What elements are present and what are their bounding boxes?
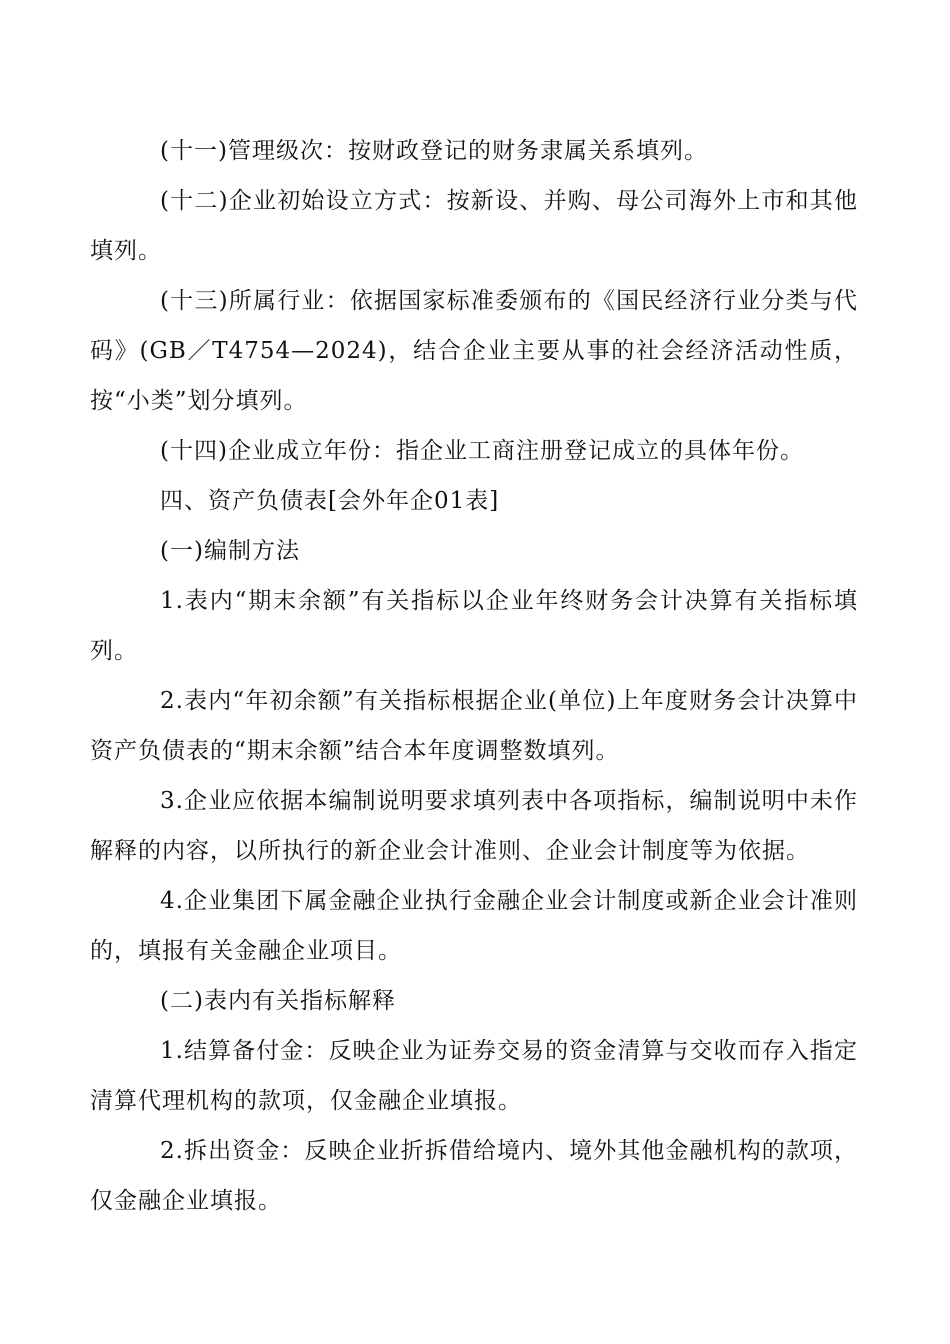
subsection-heading-indicators: (二)表内有关指标解释 [160,988,396,1014]
paragraph-method-1: 1.表内“期末余额”有关指标以企业年终财务会计决算有关指标填列。 [90,588,858,664]
subsection-heading-method: (一)编制方法 [160,538,300,564]
paragraph-management-level: (十一)管理级次：按财政登记的财务隶属关系填列。 [160,138,708,164]
paragraph-method-3: 3.企业应依据本编制说明要求填列表中各项指标，编制说明中未作解释的内容，以所执行的新企业会计准则、企业会计制度等为依据。 [90,788,858,864]
paragraph-industry: (十三)所属行业：依据国家标准委颁布的《国民经济行业分类与代码》(GB／T4754—2024)，结合企业主要从事的社会经济活动性质，按“小类”划分填列。 [90,288,858,414]
paragraph-indicator-2: 2.拆出资金：反映企业折拆借给境内、境外其他金融机构的款项，仅金融企业填报。 [90,1138,858,1214]
paragraph-indicator-1: 1.结算备付金：反映企业为证券交易的资金清算与交收而存入指定清算代理机构的款项，仅金融企业填报。 [90,1038,858,1114]
paragraph-founding-year: (十四)企业成立年份：指企业工商注册登记成立的具体年份。 [160,438,804,464]
document-body [90,126,858,1226]
section-heading-balance-sheet: 四、资产负债表[会外年企01表] [160,488,500,514]
paragraph-method-4: 4.企业集团下属金融企业执行金融企业会计制度或新企业会计准则的，填报有关金融企业项目。 [90,888,858,964]
paragraph-establishment-method: (十二)企业初始设立方式：按新设、并购、母公司海外上市和其他填列。 [90,188,858,264]
paragraph-method-2: 2.表内“年初余额”有关指标根据企业(单位)上年度财务会计决算中资产负债表的“期末余额”结合本年度调整数填列。 [90,688,858,764]
